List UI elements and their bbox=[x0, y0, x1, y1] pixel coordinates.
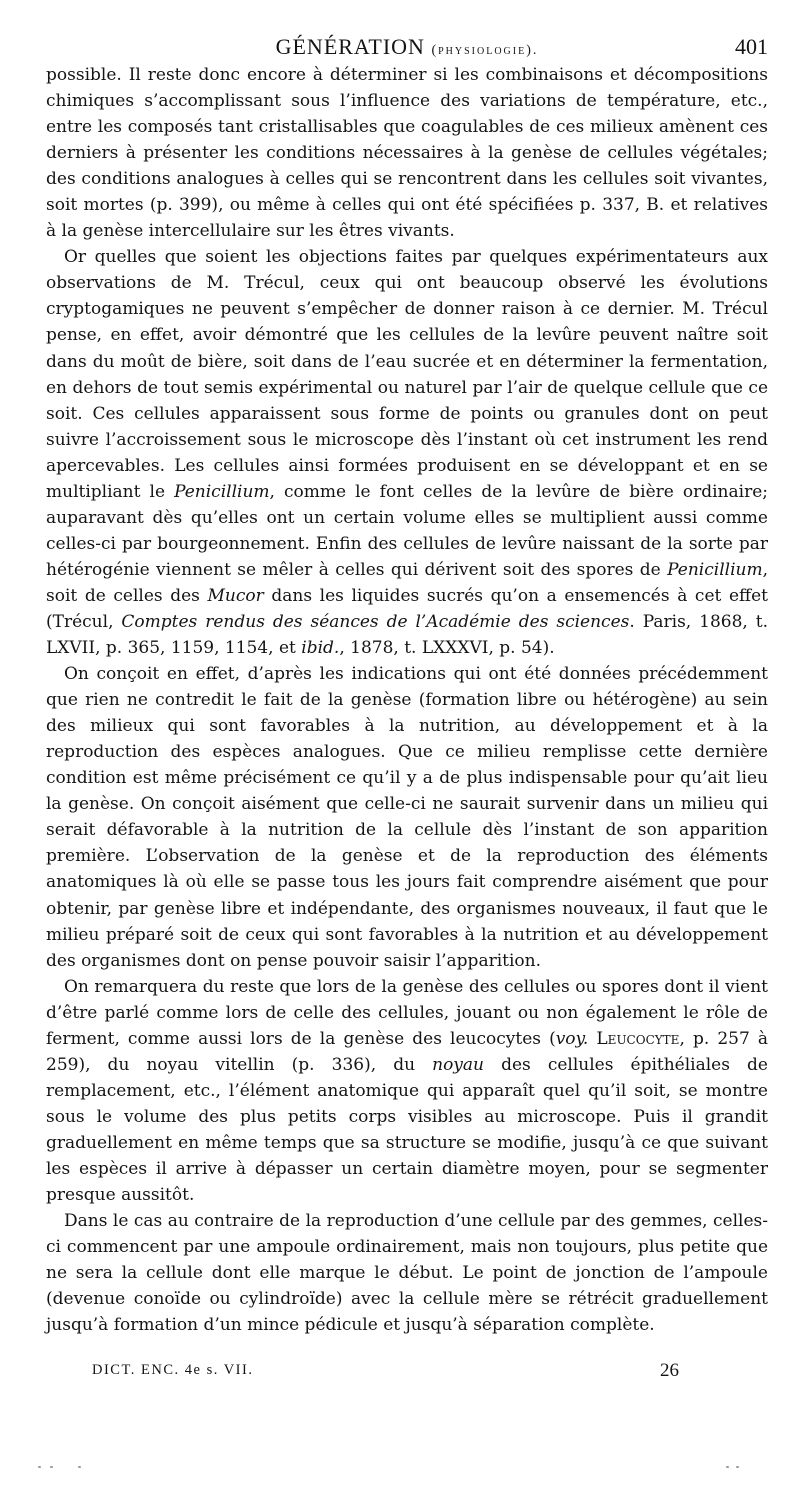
paragraph bbox=[46, 1208, 768, 1338]
italic-text: voy. bbox=[555, 1028, 589, 1049]
paragraph bbox=[46, 244, 768, 661]
running-head bbox=[46, 34, 768, 62]
signature-folio: 26 bbox=[660, 1360, 679, 1381]
text-run: Or quelles que soient les objections faites par quelques expérimentateurs aux observations de M. Trécul, ceux qui ont beaucoup observé les évolutions cryptogamiques ne peuvent s’empêcher de donner raison à ce dernier. M. Trécul pense, en effet, avoir démontré que les cellules de la levûre peuvent naître soit dans du moût de bière, soit dans de l’eau sucrée et en déterminer la fermentation, en dehors de tout semis expérimental ou naturel par l’air de quelque cellule que ce soit. Ces cellules apparaissent sous forme de points ou granules dont on peut suivre l’accroissement sous le microscope dès l’instant où cet instrument les rend apercevables. Les cellules ainsi formées produisent en se développant et en se multipliant le bbox=[46, 247, 768, 502]
running-title bbox=[46, 34, 768, 60]
page-footer bbox=[92, 1362, 692, 1386]
italic-text: noyau bbox=[432, 1054, 484, 1075]
italic-text: Mucor bbox=[207, 585, 264, 606]
text-run: possible. Il reste donc encore à déterminer si les combinaisons et décompositions chimiques s’accomplissant sous l’influence des variations de température, etc., entre les composés tant cristallisables que coagulables de ces milieux amènent ces derniers à présenter les conditions nécessaires à la genèse de cellules végétales; des conditions analogues à celles qui se rencontrent dans les cellules soit vivantes, soit mortes (p. 399), ou même à celles qui ont été spécifiées p. 337, B. et relatives à la genèse intercellulaire sur les êtres vivants. bbox=[46, 65, 768, 242]
text-run: , comme le font celles de la levûre de bière ordinaire; auparavant dès qu’elles ont un certain volume elles se multiplient aussi comme celles-ci par bourgeonnement. Enfin des cellules de levûre naissant de la sorte par hétérogénie viennent se mêler à celles qui dérivent soit des spores de bbox=[46, 481, 768, 580]
running-title-subtitle: (physiologie). bbox=[431, 43, 539, 58]
text-run: des cellules épithéliales de remplacement, etc., l’élément anatomique qui apparaît quel qu’il soit, se montre sous le volume des plus petits corps visibles au microscope. Puis il grandit graduellement en même temps que sa structure se modifie, jusqu’à ce que suivant les espèces il arrive à dépasser un certain diamètre moyen, pour se segmenter presque aussitôt. bbox=[46, 1054, 768, 1206]
italic-text: Penicillium bbox=[667, 559, 763, 580]
paragraph bbox=[46, 661, 768, 974]
page-number: 401 bbox=[735, 34, 768, 59]
text-run: , 1878, t. LXXXVI, p. 54). bbox=[339, 638, 555, 659]
paragraph bbox=[46, 62, 768, 244]
italic-text: Penicillium bbox=[174, 481, 270, 502]
printer-signature: DICT. ENC. 4e s. VII. bbox=[92, 1362, 254, 1378]
italic-text: Comptes rendus des séances de l’Académie des sciences bbox=[121, 611, 630, 632]
text-run: , p. 257 à 259), du noyau vitellin (p. 336), du bbox=[46, 1028, 768, 1075]
italic-text: ibid. bbox=[301, 638, 340, 659]
small-caps-text: Leucocyte bbox=[596, 1028, 680, 1049]
text-run: dans les liquides sucrés qu’on a ensemencés à cet effet (Trécul, bbox=[46, 585, 768, 632]
body-text bbox=[46, 62, 768, 1338]
text-run: On remarquera du reste que lors de la genèse des cellules ou spores dont il vient d’être parlé comme lors de celle des cellules, jouant ou non également le rôle de ferment, comme aussi lors de la genèse des leucocytes ( bbox=[46, 976, 768, 1049]
paragraph bbox=[46, 974, 768, 1208]
text-run: , soit de celles des bbox=[46, 559, 768, 606]
text-run: Dans le cas au contraire de la reproduction d’une cellule par des gemmes, celles-ci commencent par une ampoule ordinairement, mais non toujours, plus petite que ne sera la cellule dont elle marque le début. Le point de jonction de l’ampoule (devenue conoïde ou cylindroïde) avec la cellule mère se rétrécit graduellement jusqu’à formation d’un mince pédicule et jusqu’à séparation complète. bbox=[46, 1211, 768, 1336]
text-run: . Paris, 1868, t. LXVII, p. 365, 1159, 1154, et bbox=[46, 611, 768, 659]
running-title-main: GÉNÉRATION bbox=[275, 34, 425, 59]
text-run: On conçoit en effet, d’après les indications qui ont été données précédemment que rien ne contredit le fait de la genèse (formation libre ou hétérogène) au sein des milieux qui sont favorables à la nutrition, au développement et à la reproduction des espèces analogues. Que ce milieu remplisse cette dernière condition est même précisément ce qu’il y a de plus indispensable pour qu’ait lieu la genèse. On conçoit aisément que celle-ci ne saurait survenir dans un milieu qui serait défavorable à la nutrition de la cellule dès l’instant de son apparition première. L’observation de la genèse et de la reproduction des éléments anatomiques là où elle se passe tous les jours fait comprendre aisément que pour obtenir, par genèse libre et indépendante, des organismes nouveaux, il faut que le milieu préparé soit de ceux qui sont favorables à la nutrition et au développement des organismes dont on pense pouvoir saisir l’apparition. bbox=[46, 664, 768, 971]
scan-specks bbox=[0, 1466, 800, 1470]
